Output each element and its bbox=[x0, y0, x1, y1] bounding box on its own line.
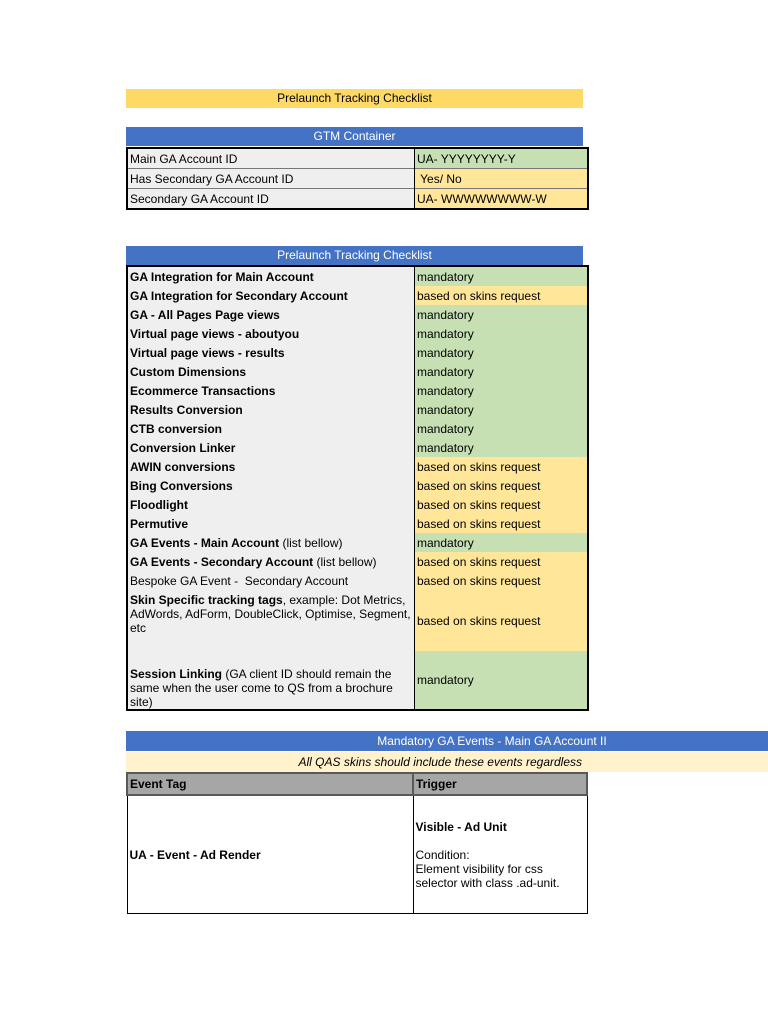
checklist-item-name: Session Linking bbox=[130, 667, 223, 681]
events-header: Mandatory GA Events - Main GA Account II bbox=[126, 731, 768, 751]
trigger-title: Visible - Ad Unit bbox=[415, 819, 507, 834]
checklist-row bbox=[127, 419, 588, 438]
page-title: Prelaunch Tracking Checklist bbox=[126, 89, 583, 108]
checklist-item-name: Results Conversion bbox=[130, 402, 243, 417]
checklist-row bbox=[127, 362, 588, 381]
checklist-item-name: Permutive bbox=[130, 516, 189, 531]
checklist-item bbox=[127, 362, 415, 381]
event-row bbox=[127, 795, 587, 914]
checklist-item-name: GA Integration for Secondary Account bbox=[130, 288, 348, 303]
checklist-item-name: Virtual page views - aboutyou bbox=[130, 326, 300, 341]
event-tag-column-header: Event Tag bbox=[127, 773, 413, 795]
checklist-requirement: based on skins request bbox=[415, 514, 589, 533]
checklist-row bbox=[127, 400, 588, 419]
checklist-row bbox=[127, 305, 588, 324]
gtm-row-label: Main GA Account ID bbox=[127, 148, 415, 169]
checklist-item-name: Skin Specific tracking tags bbox=[130, 593, 283, 607]
checklist-item-name: GA Events - Secondary Account bbox=[130, 554, 314, 569]
checklist-requirement: based on skins request bbox=[415, 457, 589, 476]
checklist-item bbox=[127, 514, 415, 533]
checklist-requirement: mandatory bbox=[415, 419, 589, 438]
checklist-row bbox=[127, 343, 588, 362]
gtm-table bbox=[126, 147, 589, 210]
checklist-item bbox=[127, 400, 415, 419]
checklist-item-name: GA Events - Main Account bbox=[130, 535, 280, 550]
checklist-row bbox=[127, 514, 588, 533]
checklist-requirement: mandatory bbox=[415, 343, 589, 362]
checklist-item bbox=[127, 571, 415, 590]
checklist-row bbox=[127, 590, 588, 651]
event-tag: UA - Event - Ad Render bbox=[127, 795, 413, 914]
checklist-item-note: (list bellow) bbox=[313, 554, 377, 569]
gtm-row-value: Yes/ No bbox=[415, 169, 589, 189]
checklist-item-name: Custom Dimensions bbox=[130, 364, 247, 379]
checklist-requirement: based on skins request bbox=[415, 590, 589, 651]
checklist-item-name: GA - All Pages Page views bbox=[130, 307, 280, 322]
checklist-item-name: CTB conversion bbox=[130, 421, 223, 436]
checklist-header: Prelaunch Tracking Checklist bbox=[126, 246, 583, 265]
checklist-item bbox=[127, 552, 415, 571]
event-trigger bbox=[413, 795, 587, 914]
checklist-item-name: Virtual page views - results bbox=[130, 345, 285, 360]
checklist-item bbox=[127, 305, 415, 324]
events-table bbox=[126, 772, 588, 914]
events-table-header-row bbox=[127, 773, 587, 795]
trigger-column-header: Trigger bbox=[413, 773, 587, 795]
checklist-requirement: based on skins request bbox=[415, 476, 589, 495]
checklist-item-name: AWIN conversions bbox=[130, 459, 236, 474]
gtm-row-label: Has Secondary GA Account ID bbox=[127, 169, 415, 189]
checklist-requirement: mandatory bbox=[415, 381, 589, 400]
checklist-item bbox=[127, 495, 415, 514]
checklist-requirement: based on skins request bbox=[415, 552, 589, 571]
checklist-item-note: (list bellow) bbox=[279, 535, 343, 550]
checklist-item-name: GA Integration for Main Account bbox=[130, 269, 314, 284]
checklist-requirement: based on skins request bbox=[415, 286, 589, 305]
checklist-row bbox=[127, 324, 588, 343]
checklist-requirement: mandatory bbox=[415, 533, 589, 552]
checklist-item bbox=[127, 438, 415, 457]
checklist-requirement: mandatory bbox=[415, 266, 589, 286]
checklist-item bbox=[127, 590, 415, 651]
checklist-requirement: mandatory bbox=[415, 362, 589, 381]
checklist-requirement: mandatory bbox=[415, 438, 589, 457]
checklist-item bbox=[127, 533, 415, 552]
checklist-item bbox=[127, 266, 415, 286]
checklist-row bbox=[127, 381, 588, 400]
checklist-item bbox=[127, 476, 415, 495]
checklist-item-note: (GA client ID should remain the same when the user come to QS from a brochure site) bbox=[130, 667, 397, 709]
trigger-condition: Element visibility for css selector with class .ad-unit. bbox=[415, 861, 560, 890]
events-note: All QAS skins should include these events regardless bbox=[126, 752, 768, 772]
checklist-row bbox=[127, 457, 588, 476]
checklist-item bbox=[127, 651, 415, 710]
checklist-item-note: Bespoke GA Event - Secondary Account bbox=[130, 573, 349, 588]
checklist-row bbox=[127, 651, 588, 710]
checklist-requirement: based on skins request bbox=[415, 571, 589, 590]
gtm-row-label: Secondary GA Account ID bbox=[127, 189, 415, 210]
gtm-header: GTM Container bbox=[126, 127, 583, 146]
checklist-item bbox=[127, 419, 415, 438]
checklist-item-name: Bing Conversions bbox=[130, 478, 233, 493]
checklist-requirement: mandatory bbox=[415, 651, 589, 710]
checklist-row bbox=[127, 552, 588, 571]
checklist-item bbox=[127, 324, 415, 343]
checklist-item bbox=[127, 381, 415, 400]
checklist-item-name: Floodlight bbox=[130, 497, 188, 512]
checklist-item bbox=[127, 343, 415, 362]
checklist-row bbox=[127, 476, 588, 495]
checklist-row bbox=[127, 533, 588, 552]
checklist-row bbox=[127, 571, 588, 590]
checklist-row bbox=[127, 438, 588, 457]
checklist-requirement: based on skins request bbox=[415, 495, 589, 514]
checklist-table bbox=[126, 265, 589, 711]
gtm-row bbox=[127, 189, 588, 210]
checklist-row bbox=[127, 266, 588, 286]
gtm-row-value: UA- YYYYYYYY-Y bbox=[415, 148, 589, 169]
gtm-row bbox=[127, 148, 588, 169]
checklist-item-note: , example: Dot Metrics, AdWords, AdForm, DoubleClick, Optimise, Segment, etc bbox=[130, 593, 414, 635]
checklist-requirement: mandatory bbox=[415, 324, 589, 343]
checklist-item bbox=[127, 457, 415, 476]
checklist-row bbox=[127, 286, 588, 305]
checklist-row bbox=[127, 495, 588, 514]
gtm-row-value: UA- WWWWWWWW-W bbox=[415, 189, 589, 210]
checklist-item bbox=[127, 286, 415, 305]
checklist-item-name: Ecommerce Transactions bbox=[130, 383, 276, 398]
checklist-requirement: mandatory bbox=[415, 305, 589, 324]
gtm-row bbox=[127, 169, 588, 189]
trigger-condition-label: Condition: bbox=[415, 847, 470, 862]
checklist-item-name: Conversion Linker bbox=[130, 440, 236, 455]
checklist-requirement: mandatory bbox=[415, 400, 589, 419]
